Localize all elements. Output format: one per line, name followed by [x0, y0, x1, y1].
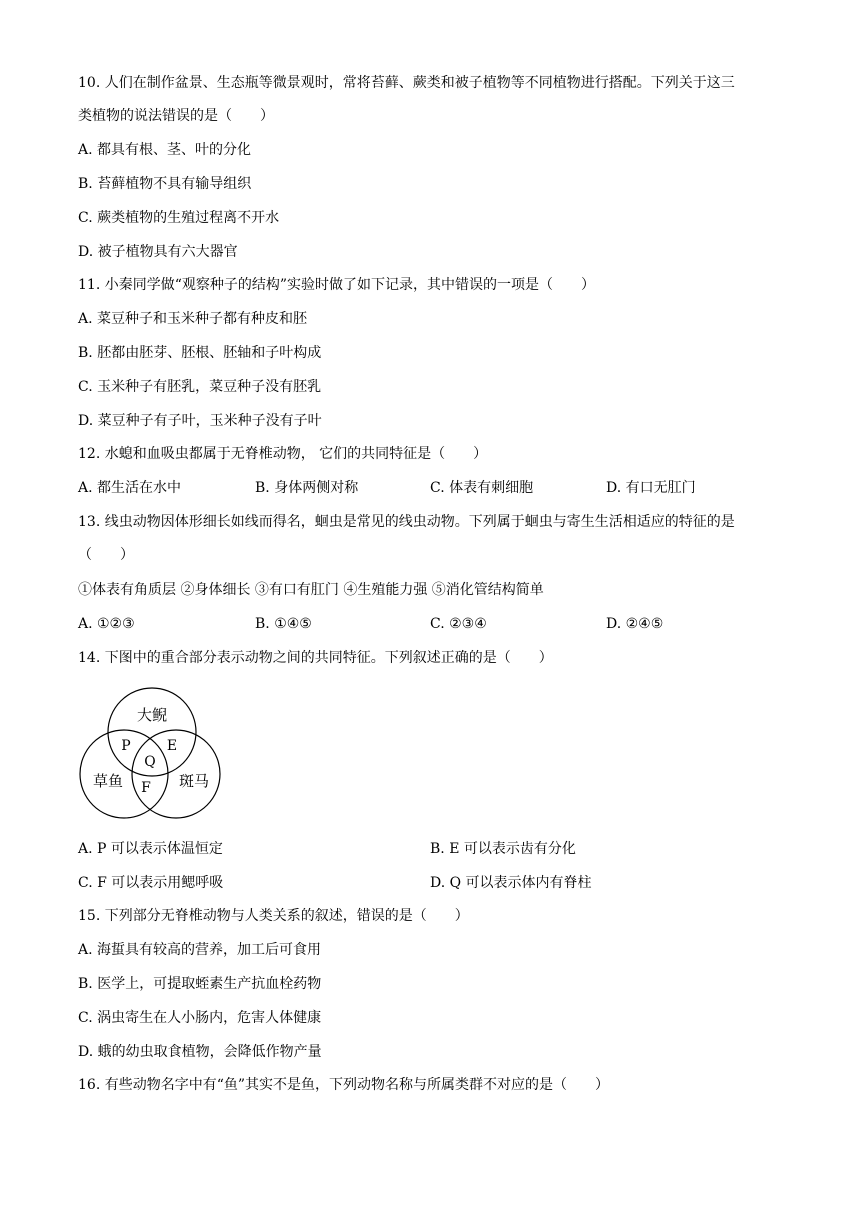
- venn-diagram: [76, 686, 224, 822]
- question-10-stem-line-1: 10. 人们在制作盆景、生态瓶等微景观时，常将苔藓、蕨类和被子植物等不同植物进行搭配。下列关于这三: [78, 75, 735, 91]
- question-14-option-a: A. P 可以表示体温恒定: [78, 841, 223, 857]
- question-11-option-c: C. 玉米种子有胚乳，菜豆种子没有胚乳: [78, 379, 322, 395]
- question-16-stem: 16. 有些动物名字中有“鱼”其实不是鱼，下列动物名称与所属类群不对应的是（ ）: [78, 1077, 610, 1093]
- venn-label-right: 斑马: [178, 772, 210, 790]
- question-13-stem-line-1: 13. 线虫动物因体形细长如线而得名，蛔虫是常见的线虫动物。下列属于蛔虫与寄生生活相适应的特征的是: [78, 514, 735, 530]
- question-11-stem: 11. 小秦同学做“观察种子的结构”实验时做了如下记录，其中错误的一项是（ ）: [78, 277, 596, 293]
- question-13-option-a: A. ①②③: [78, 616, 135, 632]
- question-15-option-b: B. 医学上，可提取蛭素生产抗血栓药物: [78, 976, 322, 992]
- question-14-stem: 14. 下图中的重合部分表示动物之间的共同特征。下列叙述正确的是（ ）: [78, 650, 553, 666]
- question-14-option-b: B. E 可以表示齿有分化: [430, 841, 576, 857]
- question-12-stem: 12. 水螅和血吸虫都属于无脊椎动物， 它们的共同特征是（ ）: [78, 446, 488, 462]
- question-13-option-d: D. ②④⑤: [606, 616, 664, 632]
- question-15-stem: 15. 下列部分无脊椎动物与人类关系的叙述，错误的是（ ）: [78, 908, 469, 924]
- question-12-option-b: B. 身体两侧对称: [255, 480, 359, 496]
- question-11-option-b: B. 胚都由胚芽、胚根、胚轴和子叶构成: [78, 345, 322, 361]
- question-15-option-a: A. 海蜇具有较高的营养，加工后可食用: [78, 942, 322, 958]
- venn-region-p: P: [121, 738, 131, 754]
- question-10-option-c: C. 蕨类植物的生殖过程离不开水: [78, 210, 280, 226]
- question-11-option-a: A. 菜豆种子和玉米种子都有种皮和胚: [78, 311, 308, 327]
- question-14-option-c: C. F 可以表示用鳃呼吸: [78, 875, 224, 891]
- question-11-option-d: D. 菜豆种子有子叶，玉米种子没有子叶: [78, 413, 322, 429]
- question-15-option-c: C. 涡虫寄生在人小肠内，危害人体健康: [78, 1010, 322, 1026]
- question-10-option-b: B. 苔藓植物不具有输导组织: [78, 176, 252, 192]
- question-12-option-a: A. 都生活在水中: [78, 480, 182, 496]
- question-13-stem-line-2: （ ）: [78, 547, 134, 563]
- question-13-option-b: B. ①④⑤: [255, 616, 312, 632]
- question-13-feature-list: ①体表有角质层 ②身体细长 ③有口有肛门 ④生殖能力强 ⑤消化管结构简单: [78, 582, 544, 598]
- venn-label-left: 草鱼: [92, 772, 124, 790]
- venn-region-e: E: [166, 738, 178, 754]
- question-14-option-d: D. Q 可以表示体内有脊柱: [430, 875, 592, 891]
- venn-region-q: Q: [144, 754, 156, 770]
- venn-region-f: F: [141, 780, 151, 796]
- question-10-option-d: D. 被子植物具有六大器官: [78, 244, 238, 260]
- question-13-option-c: C. ②③④: [430, 616, 487, 632]
- question-12-option-c: C. 体表有刺细胞: [430, 480, 534, 496]
- venn-label-top: 大鲵: [136, 706, 168, 724]
- question-10-stem-line-2: 类植物的说法错误的是（ ）: [78, 108, 274, 124]
- question-12-option-d: D. 有口无肛门: [606, 480, 696, 496]
- question-15-option-d: D. 蛾的幼虫取食植物，会降低作物产量: [78, 1044, 322, 1060]
- question-10-option-a: A. 都具有根、茎、叶的分化: [78, 142, 252, 158]
